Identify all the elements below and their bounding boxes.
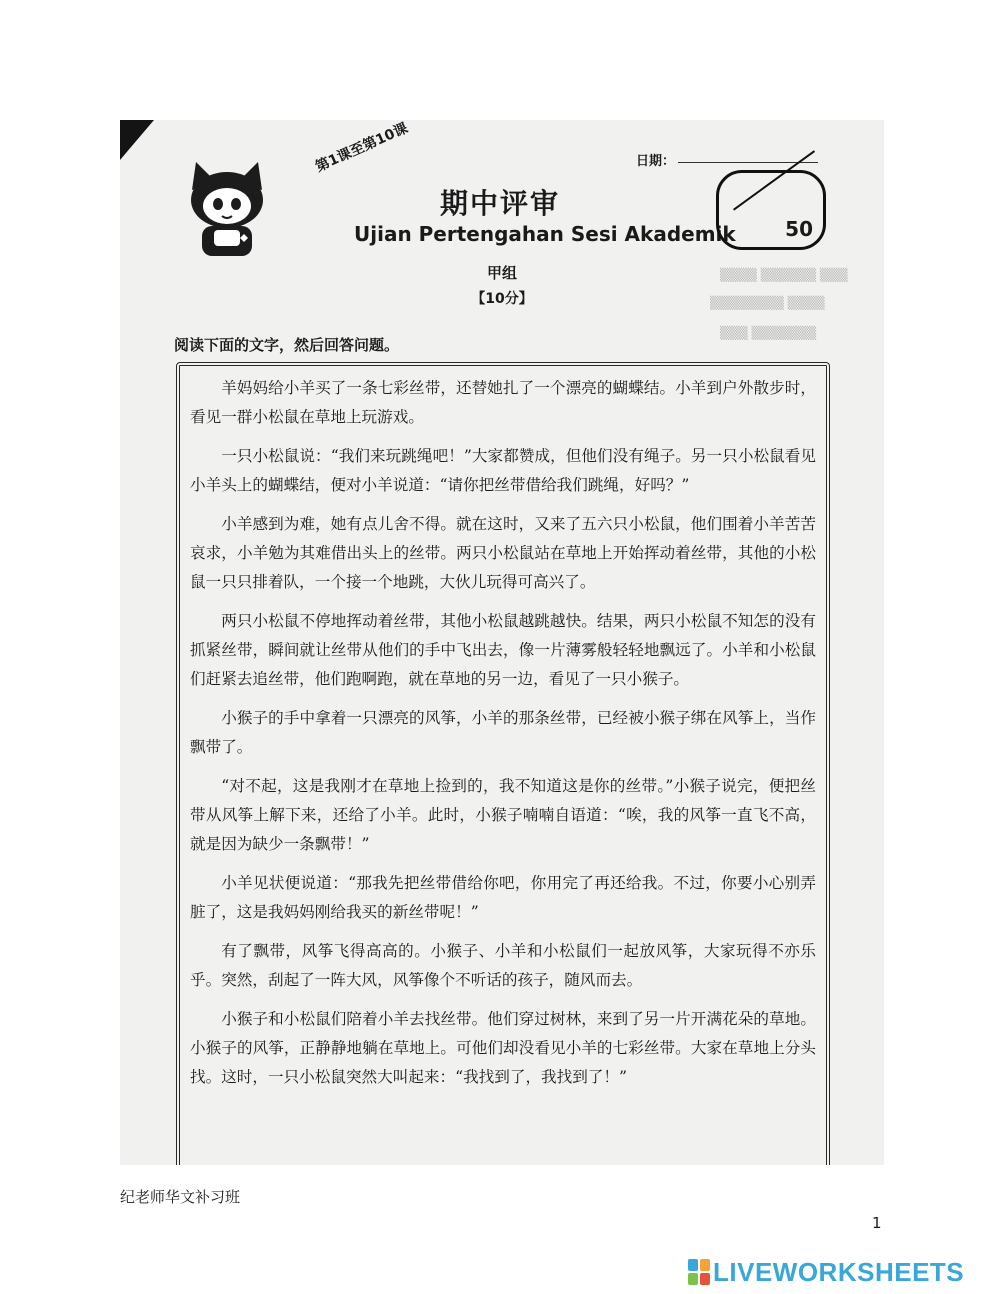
liveworksheets-logo[interactable] bbox=[688, 1256, 964, 1288]
scanned-page bbox=[120, 120, 884, 1165]
cat-mascot-icon bbox=[182, 160, 272, 260]
story-paragraph: “对不起，这是我刚才在草地上捡到的，我不知道这是你的丝带。”小猴子说完，便把丝带从风筝上解下来，还给了小羊。此时，小猴子喃喃自语道：“唉，我的风筝一直飞不高，就是因为缺少一条飘带！” bbox=[190, 777, 816, 853]
instruction: 阅读下面的文字，然后回答问题。 bbox=[174, 336, 400, 354]
lesson-range: 第1课至第10课 bbox=[313, 120, 411, 176]
story-box bbox=[176, 362, 830, 1165]
story-paragraph: 小羊见状便说道：“那我先把丝带借给你吧，你用完了再还给我。不过，你要小心别弄脏了，这是我妈妈刚给我买的新丝带呢！” bbox=[190, 874, 816, 921]
brand-name: LIVEWORKSHEETS bbox=[713, 1256, 965, 1287]
page-number: 1 bbox=[872, 1214, 882, 1232]
bleed-through: ▒▒▒▒ ▒▒▒▒▒▒ ▒▒▒ bbox=[720, 268, 848, 282]
story-paragraph: 小羊感到为难，她有点儿舍不得。就在这时，又来了五六只小松鼠，他们围着小羊苦苦哀求，小羊勉为其难借出头上的丝带。两只小松鼠站在草地上开始挥动着丝带，其他的小松鼠一只只排着队，一个接一个地跳，大伙儿玩得可高兴了。 bbox=[190, 515, 816, 591]
bleed-through: ▒▒▒▒▒▒▒▒ ▒▒▒▒ bbox=[710, 296, 825, 310]
story-paragraph: 小猴子的手中拿着一只漂亮的风筝，小羊的那条丝带，已经被小猴子绑在风筝上，当作飘带了。 bbox=[190, 709, 816, 756]
score-slash bbox=[733, 150, 815, 210]
date-label: 日期： bbox=[636, 154, 676, 169]
liveworksheets-icon bbox=[688, 1259, 710, 1285]
story-paragraph: 两只小松鼠不停地挥动着丝带，其他小松鼠越跳越快。结果，两只小松鼠不知怎的没有抓紧丝带，瞬间就让丝带从他们的手中飞出去，像一片薄雾般轻轻地飘远了。小羊和小松鼠们赶紧去追丝带，他们跑啊跑，就在草地的另一边，看见了一只小猴子。 bbox=[190, 612, 816, 688]
page-subtitle: Ujian Pertengahan Sesi Akademik bbox=[354, 222, 736, 246]
score-box bbox=[716, 170, 826, 250]
score-total: 50 bbox=[785, 217, 813, 241]
section-points: 【10分】 bbox=[471, 291, 533, 307]
story-paragraph: 羊妈妈给小羊买了一条七彩丝带，还替她扎了一个漂亮的蝴蝶结。小羊到户外散步时，看见一群小松鼠在草地上玩游戏。 bbox=[190, 379, 816, 426]
corner-fold bbox=[120, 120, 154, 160]
footer-label: 纪老师华文补习班 bbox=[120, 1188, 241, 1206]
section-group: 甲组 bbox=[486, 264, 517, 282]
bleed-through: ▒▒▒ ▒▒▒▒▒▒▒ bbox=[720, 326, 817, 340]
page-title: 期中评审 bbox=[440, 187, 561, 220]
story-paragraph: 有了飘带，风筝飞得高高的。小猴子、小羊和小松鼠们一起放风筝，大家玩得不亦乐乎。突然，刮起了一阵大风，风筝像个不听话的孩子，随风而去。 bbox=[190, 942, 816, 989]
story-paragraph: 小猴子和小松鼠们陪着小羊去找丝带。他们穿过树林，来到了另一片开满花朵的草地。小猴子的风筝，正静静地躺在草地上。可他们却没看见小羊的七彩丝带。大家在草地上分头找。这时，一只小松鼠突然大叫起来：“我找到了，我找到了！” bbox=[190, 1010, 816, 1086]
story-paragraph: 一只小松鼠说：“我们来玩跳绳吧！”大家都赞成，但他们没有绳子。另一只小松鼠看见小羊头上的蝴蝶结，便对小羊说道：“请你把丝带借给我们跳绳，好吗？” bbox=[190, 447, 816, 494]
